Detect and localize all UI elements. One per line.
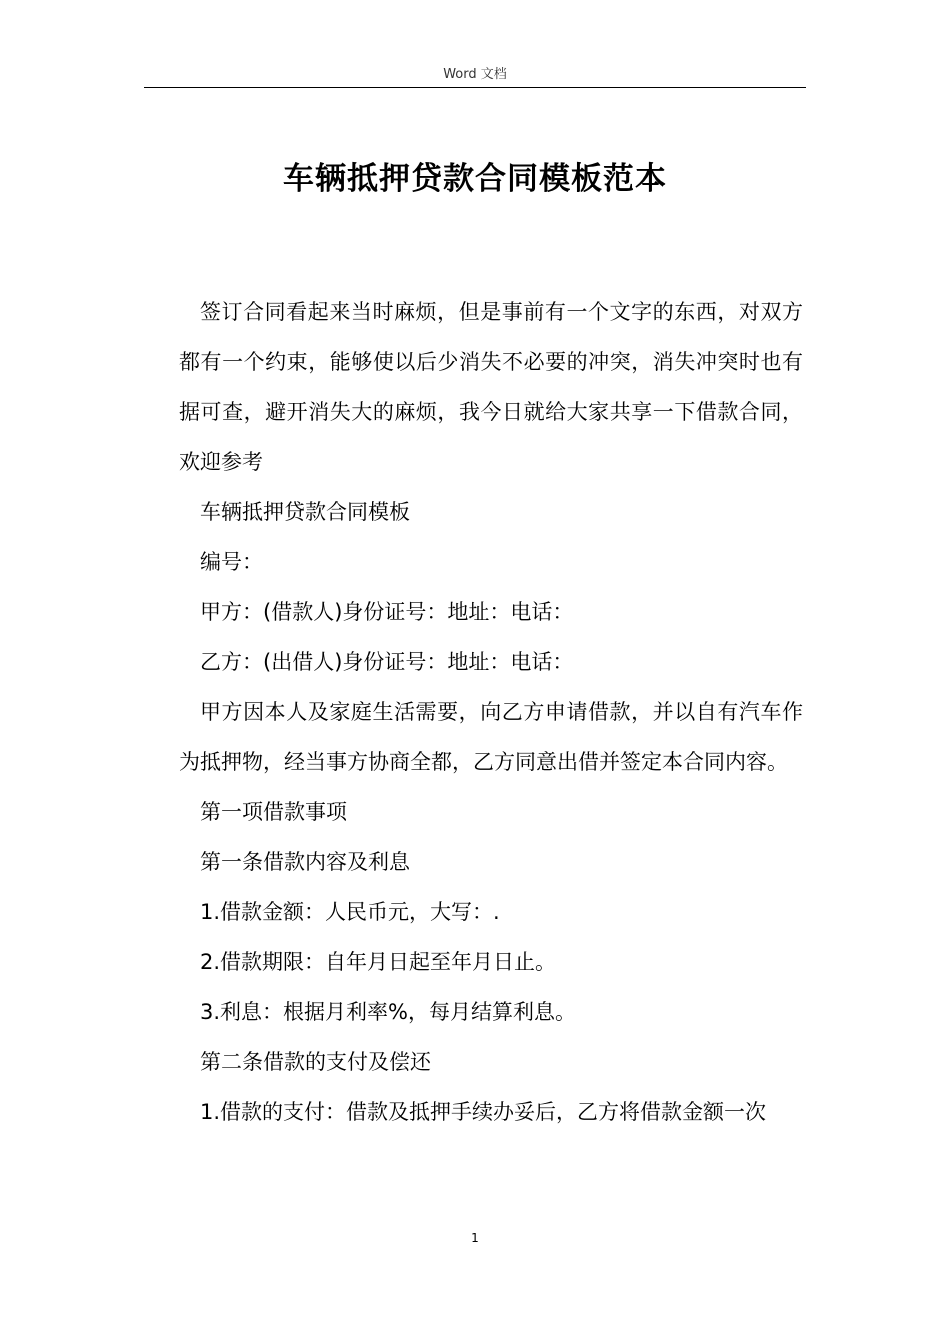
- document-title: 车辆抵押贷款合同模板范本: [283, 161, 667, 197]
- clause-loan-term: 2.借款期限：自年月日起至年月日止。: [200, 950, 557, 974]
- clause-loan-amount: 1.借款金额：人民币元，大写：.: [200, 900, 500, 924]
- header-divider: [144, 87, 806, 88]
- page-header: Word 文档: [443, 67, 507, 82]
- article-2-heading: 第二条借款的支付及偿还: [200, 1050, 431, 1074]
- document-body: [179, 287, 803, 1137]
- party-a-line: 甲方：(借款人)身份证号：地址：电话：: [200, 600, 574, 624]
- page-number: 1: [471, 1231, 479, 1245]
- contract-number-line: 编号：: [200, 550, 263, 574]
- article-1-heading: 第一条借款内容及利息: [200, 850, 410, 874]
- intro-paragraph: 签订合同看起来当时麻烦，但是事前有一个文字的东西，对双方都有一个约束，能够使以后少消失不必要的冲突，消失冲突时也有据可查，避开消失大的麻烦，我今日就给大家共享一下借款合同，欢迎参考: [179, 300, 803, 474]
- section-1-heading: 第一项借款事项: [200, 800, 347, 824]
- party-b-line: 乙方：(出借人)身份证号：地址：电话：: [200, 650, 574, 674]
- preamble-paragraph: 甲方因本人及家庭生活需要，向乙方申请借款，并以自有汽车作为抵押物，经当事方协商全都，乙方同意出借并签定本合同内容。: [179, 700, 803, 774]
- clause-interest: 3.利息：根据月利率%，每月结算利息。: [200, 1000, 576, 1024]
- contract-template-heading: 车辆抵押贷款合同模板: [200, 500, 410, 524]
- clause-loan-payment: 1.借款的支付：借款及抵押手续办妥后，乙方将借款金额一次: [200, 1100, 767, 1124]
